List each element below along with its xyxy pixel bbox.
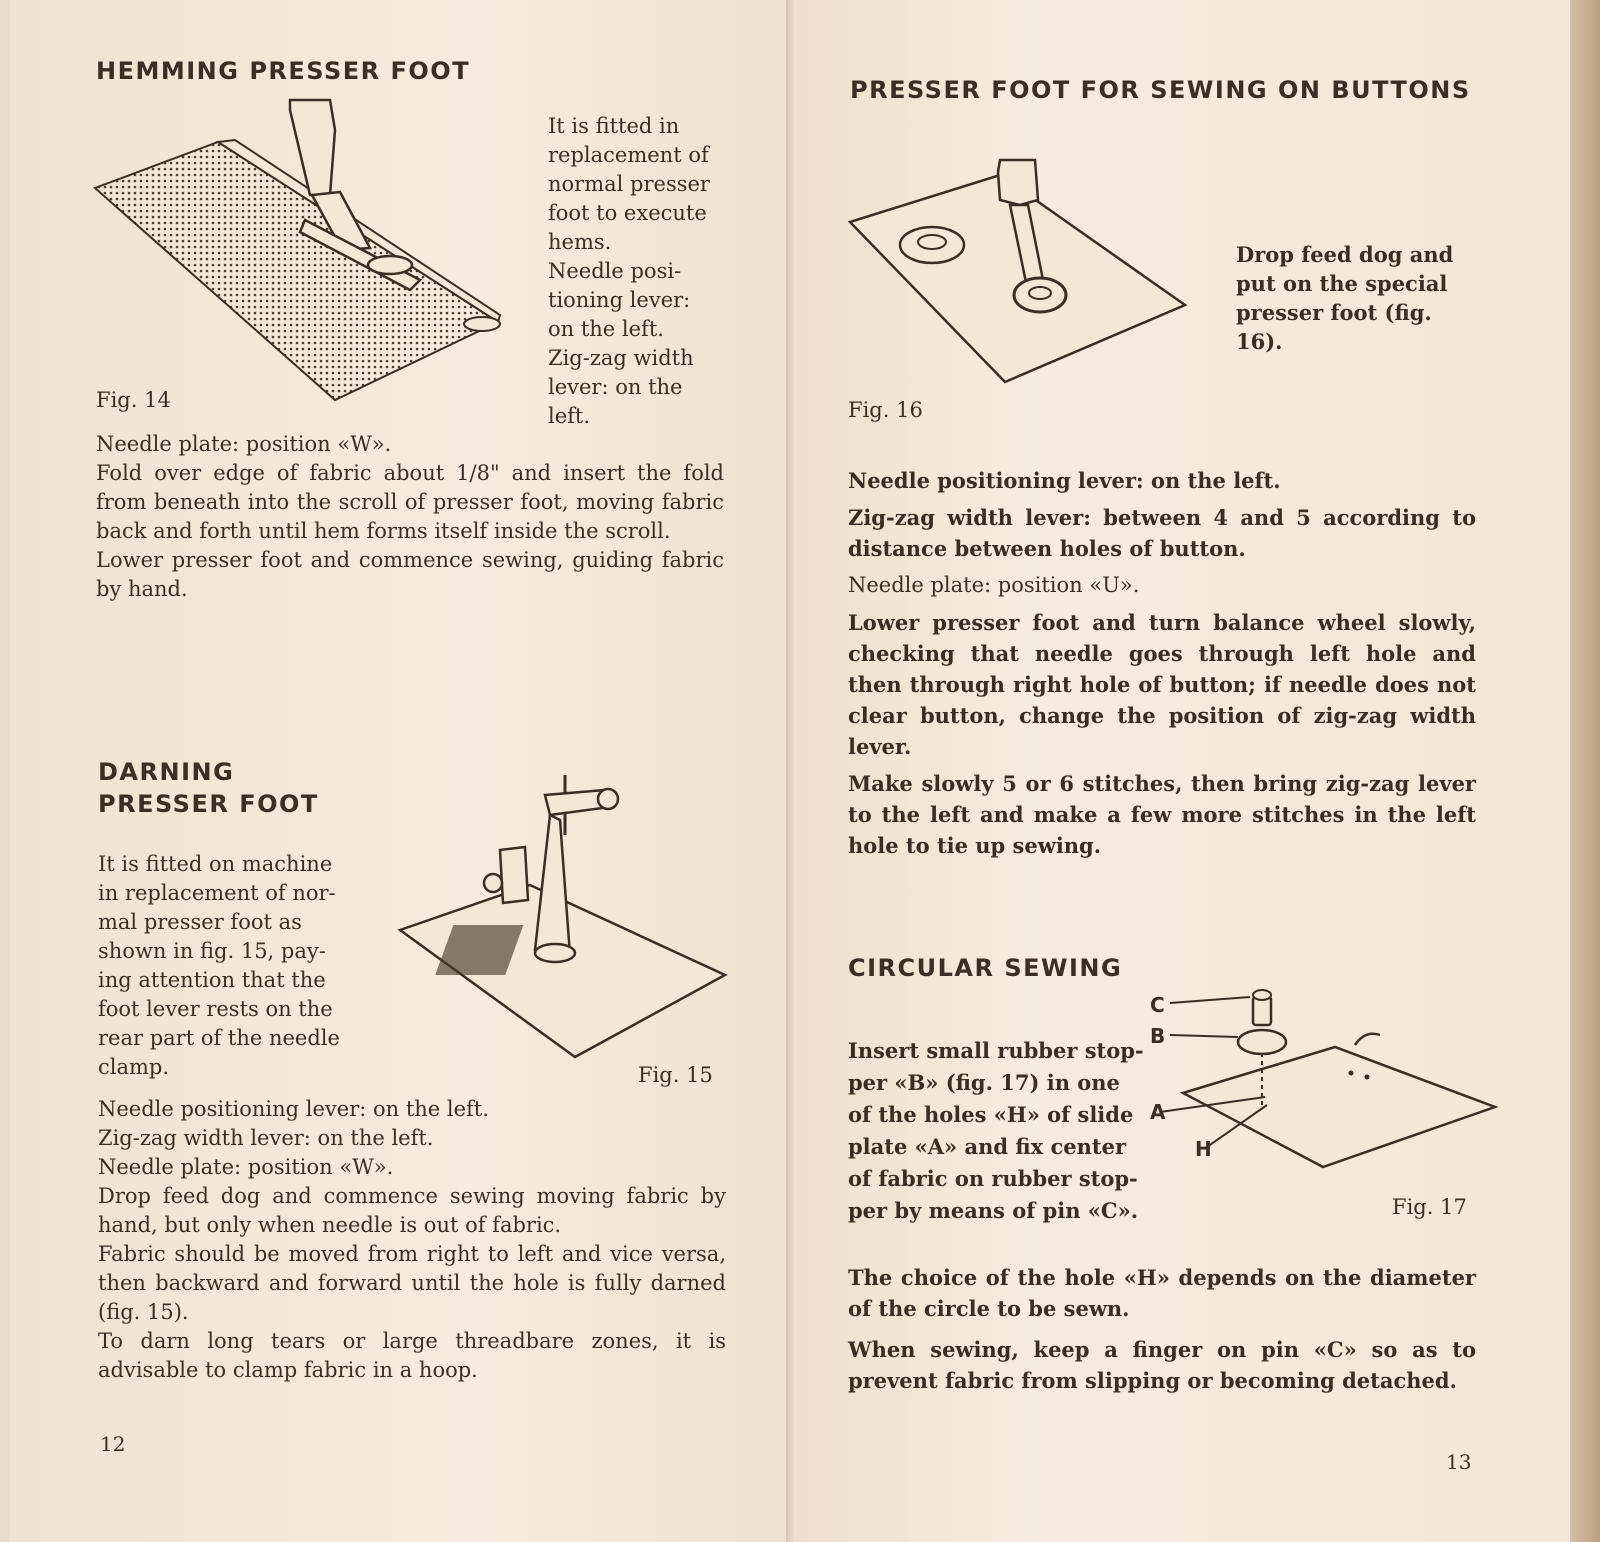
fig-14-label: Fig. 14 bbox=[96, 388, 171, 412]
buttons-side-line: presser foot (fig. bbox=[1236, 300, 1432, 325]
label-h: H bbox=[1195, 1137, 1212, 1161]
buttons-paragraph: Make slowly 5 or 6 stitches, then bring zig-zag lever to the left and make a few more stitches in the left hole to tie up sewing. bbox=[848, 771, 1476, 858]
darning-side-line: foot lever rests on the bbox=[98, 997, 333, 1021]
fig-17-label: Fig. 17 bbox=[1392, 1195, 1467, 1219]
circular-heading: CIRCULAR SEWING bbox=[848, 954, 1123, 982]
buttons-paragraph: Needle plate: position «U». bbox=[848, 573, 1140, 597]
darning-body bbox=[98, 1095, 726, 1385]
buttons-body bbox=[848, 465, 1476, 861]
hemming-side-line: Needle posi- bbox=[548, 259, 682, 283]
label-b: B bbox=[1150, 1024, 1166, 1048]
hemming-side-line: tioning lever: bbox=[548, 288, 691, 312]
hemming-side-line: hems. bbox=[548, 230, 612, 254]
hemming-side-line: foot to execute bbox=[548, 201, 707, 225]
button-foot-illustration bbox=[850, 160, 1190, 385]
circular-side-line: Insert small rubber stop- bbox=[848, 1038, 1144, 1063]
hemming-paragraph: Needle plate: position «W». bbox=[96, 432, 392, 456]
buttons-paragraph: Zig-zag width lever: between 4 and 5 according to distance between holes of button. bbox=[848, 505, 1476, 561]
circular-side-line: of the holes «H» of slide bbox=[848, 1102, 1134, 1127]
circular-side-line: per «B» (fig. 17) in one bbox=[848, 1070, 1120, 1095]
book-spine bbox=[786, 0, 796, 1542]
darning-side-line: clamp. bbox=[98, 1055, 170, 1079]
buttons-heading: PRESSER FOOT FOR SEWING ON BUTTONS bbox=[850, 76, 1471, 104]
hemming-foot-illustration bbox=[90, 100, 510, 410]
page-edge bbox=[1570, 0, 1600, 1542]
darning-side-line: in replacement of nor- bbox=[98, 881, 336, 905]
hemming-heading: HEMMING PRESSER FOOT bbox=[96, 57, 471, 85]
circular-side-line: of fabric on rubber stop- bbox=[848, 1166, 1138, 1191]
hemming-side-line: on the left. bbox=[548, 317, 664, 341]
circular-side-text bbox=[848, 1035, 1148, 1227]
buttons-side-line: Drop feed dog and bbox=[1236, 242, 1454, 267]
darning-side-line: It is fitted on machine bbox=[98, 852, 333, 876]
hemming-side-line: replacement of bbox=[548, 143, 709, 167]
hemming-side-line: normal presser bbox=[548, 172, 710, 196]
darning-heading-line1: DARNING bbox=[98, 758, 235, 786]
circular-paragraph: The choice of the hole «H» depends on the diameter of the circle to be sewn. bbox=[848, 1265, 1476, 1321]
circular-side-line: plate «A» and fix center bbox=[848, 1134, 1127, 1159]
darning-paragraph: Zig-zag width lever: on the left. bbox=[98, 1126, 434, 1150]
darning-side-text bbox=[98, 850, 364, 1082]
circular-paragraph: When sewing, keep a finger on pin «C» so as to prevent fabric from slipping or becoming detached. bbox=[848, 1337, 1476, 1393]
hemming-side-line: left. bbox=[548, 404, 591, 428]
darning-side-line: rear part of the needle bbox=[98, 1026, 340, 1050]
hemming-paragraph: Lower presser foot and commence sewing, guiding fabric by hand. bbox=[96, 548, 724, 601]
darning-paragraph: To darn long tears or large threadbare zones, it is advisable to clamp fabric in a hoop. bbox=[98, 1329, 726, 1382]
circular-body bbox=[848, 1262, 1476, 1396]
fig-15-label: Fig. 15 bbox=[638, 1063, 713, 1087]
hemming-side-line: lever: on the bbox=[548, 375, 683, 399]
darning-side-line: ing attention that the bbox=[98, 968, 326, 992]
circular-side-line: per by means of pin «C». bbox=[848, 1198, 1139, 1223]
darning-paragraph: Needle positioning lever: on the left. bbox=[98, 1097, 489, 1121]
buttons-side-text bbox=[1236, 240, 1476, 356]
darning-paragraph: Needle plate: position «W». bbox=[98, 1155, 394, 1179]
page-number-right: 13 bbox=[1446, 1450, 1472, 1474]
buttons-side-line: 16). bbox=[1236, 329, 1283, 354]
hemming-body bbox=[96, 430, 724, 604]
darning-foot-illustration bbox=[400, 775, 730, 1065]
darning-paragraph: Drop feed dog and commence sewing moving fabric by hand, but only when needle is out of fabric. bbox=[98, 1184, 726, 1237]
label-a: A bbox=[1150, 1100, 1166, 1124]
fig-16-label: Fig. 16 bbox=[848, 398, 923, 422]
label-c: C bbox=[1150, 993, 1165, 1017]
buttons-paragraph: Needle positioning lever: on the left. bbox=[848, 468, 1281, 493]
darning-paragraph: Fabric should be moved from right to left and vice versa, then backward and forward until the hole is fully darned (fig. 15). bbox=[98, 1242, 726, 1324]
hemming-side-text bbox=[548, 112, 724, 431]
hemming-side-line: Zig-zag width bbox=[548, 346, 694, 370]
darning-heading-line2: PRESSER FOOT bbox=[98, 790, 319, 818]
hemming-paragraph: Fold over edge of fabric about 1/8" and insert the fold from beneath into the scroll of presser foot, moving fabric back and forth until hem forms itself inside the scroll. bbox=[96, 461, 724, 543]
page-number-left: 12 bbox=[100, 1432, 126, 1456]
hemming-side-line: It is fitted in bbox=[548, 114, 680, 138]
buttons-side-line: put on the special bbox=[1236, 271, 1448, 296]
darning-side-line: shown in fig. 15, pay- bbox=[98, 939, 326, 963]
darning-side-line: mal presser foot as bbox=[98, 910, 302, 934]
buttons-paragraph: Lower presser foot and turn balance wheel slowly, checking that needle goes through left hole and then through right hole of button; if needle does not clear button, change the position of zig-zag width lever. bbox=[848, 610, 1476, 759]
